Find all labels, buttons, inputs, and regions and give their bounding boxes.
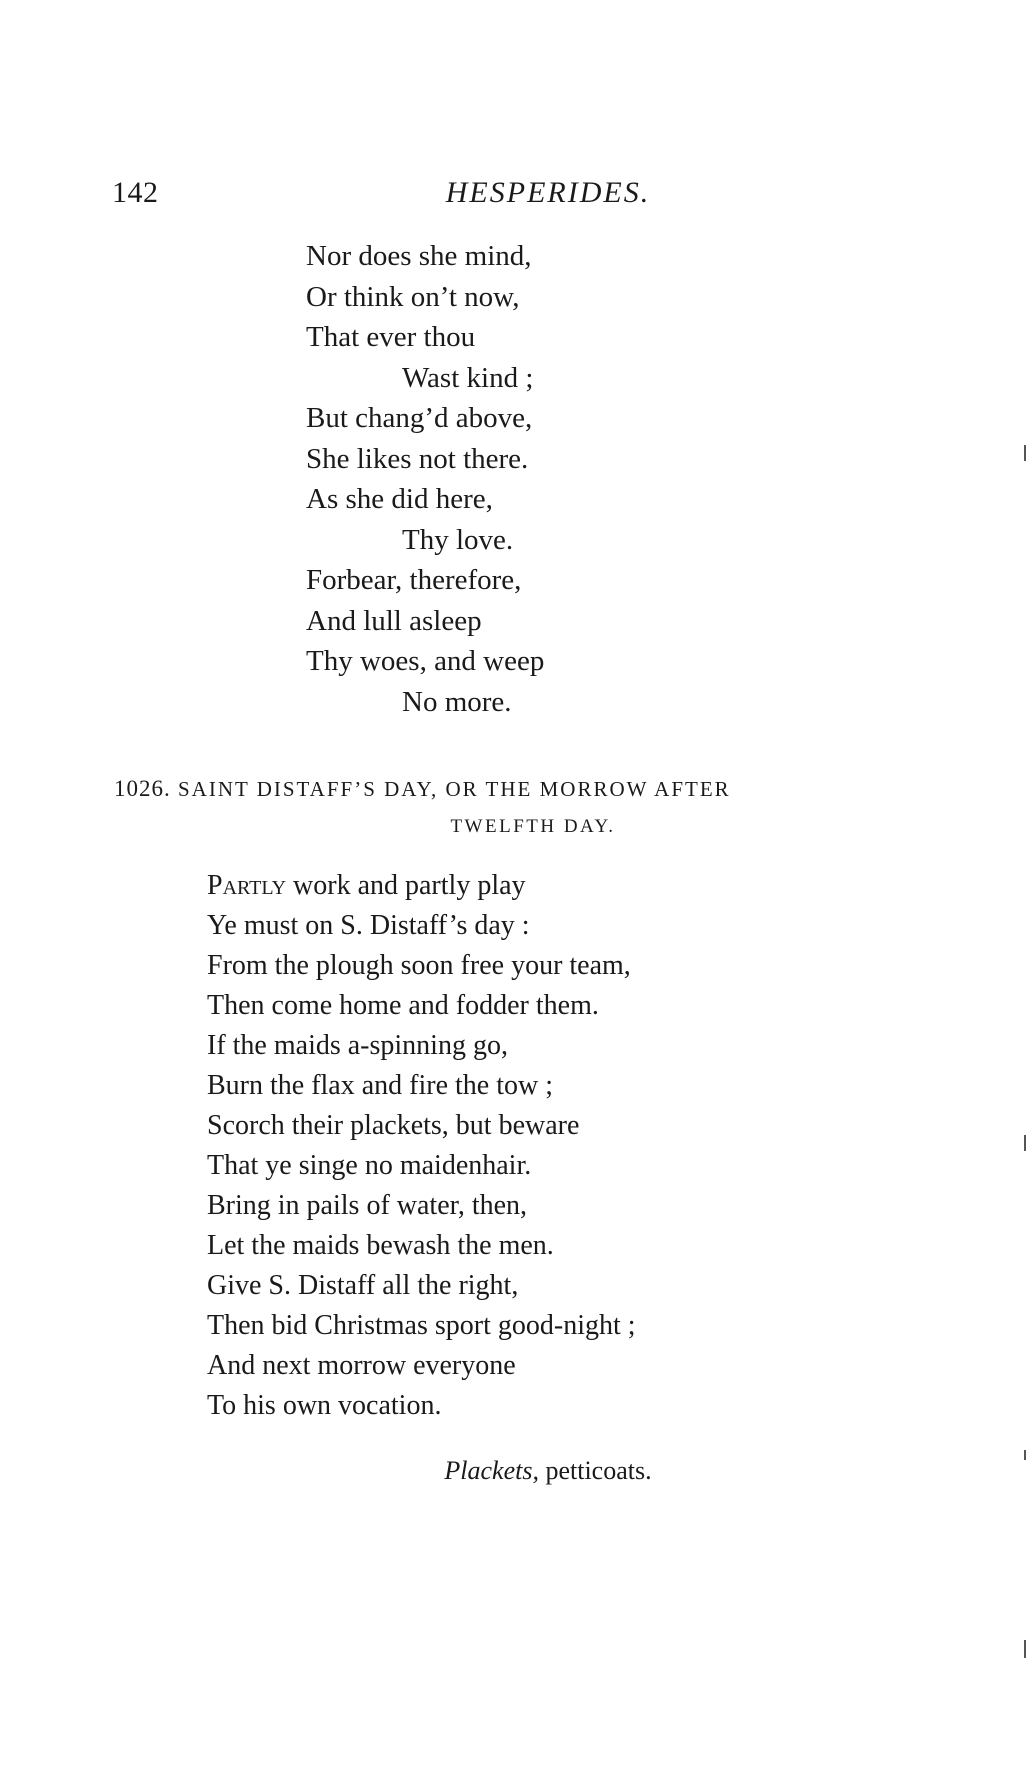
poem-heading [114,776,731,802]
poem-line: From the plough soon free your team, [207,950,631,981]
poem-continued [306,236,544,722]
poem-line: Thy love. [402,523,514,556]
poem-number: 1026. [114,776,171,801]
running-head: HESPERIDES. [445,176,651,209]
poem-line: Or think on’t now, [306,280,520,313]
poem-line: To his own vocation. [207,1390,442,1421]
poem-line: Give S. Distaff all the right, [207,1270,519,1301]
poem-line: Let the maids bewash the men. [207,1230,554,1261]
poem-body [207,866,636,1426]
poem-line: And next morrow everyone [207,1350,516,1381]
first-word: Partly [207,870,287,901]
poem-line: And lull asleep [306,604,482,637]
poem-line: Scorch their plackets, but beware [207,1110,580,1141]
poem-line: If the maids a-spinning go, [207,1030,508,1061]
poem-title: SAINT DISTAFF’S DAY, OR THE MORROW AFTER [178,777,731,801]
poem-line: As she did here, [306,483,493,515]
poem-line: Nor does she mind, [306,240,532,272]
poem-title-continued: TWELFTH DAY. [450,816,616,837]
page-number: 142 [112,176,159,209]
scan-mark [1024,1135,1026,1151]
footnote-definition: petticoats. [538,1456,652,1485]
footnote [0,1456,1036,1486]
scan-mark [1024,445,1026,461]
poem-line: Wast kind ; [402,361,534,394]
poem-line: That ye singe no maidenhair. [207,1150,532,1181]
footnote-term: Plackets, [444,1456,539,1485]
first-line-rest: work and partly play [286,870,526,901]
poem-line: Thy woes, and weep [306,645,545,677]
poem-line: Bring in pails of water, then, [207,1190,528,1221]
scan-mark [1024,1640,1026,1658]
poem-line: But chang’d above, [306,402,533,434]
poem-line [207,866,636,906]
poem-line: Burn the flax and fire the tow ; [207,1070,554,1101]
poem-line: She likes not there. [306,442,529,475]
poem-line: Then bid Christmas sport good-night ; [207,1310,636,1341]
poem-line: Then come home and fodder them. [207,990,599,1021]
poem-line: Forbear, therefore, [306,564,522,596]
poem-line: Ye must on S. Distaff’s day : [207,910,530,941]
scan-mark [1024,1450,1026,1460]
poem-line: No more. [402,685,512,718]
poem-line: That ever thou [306,321,476,353]
